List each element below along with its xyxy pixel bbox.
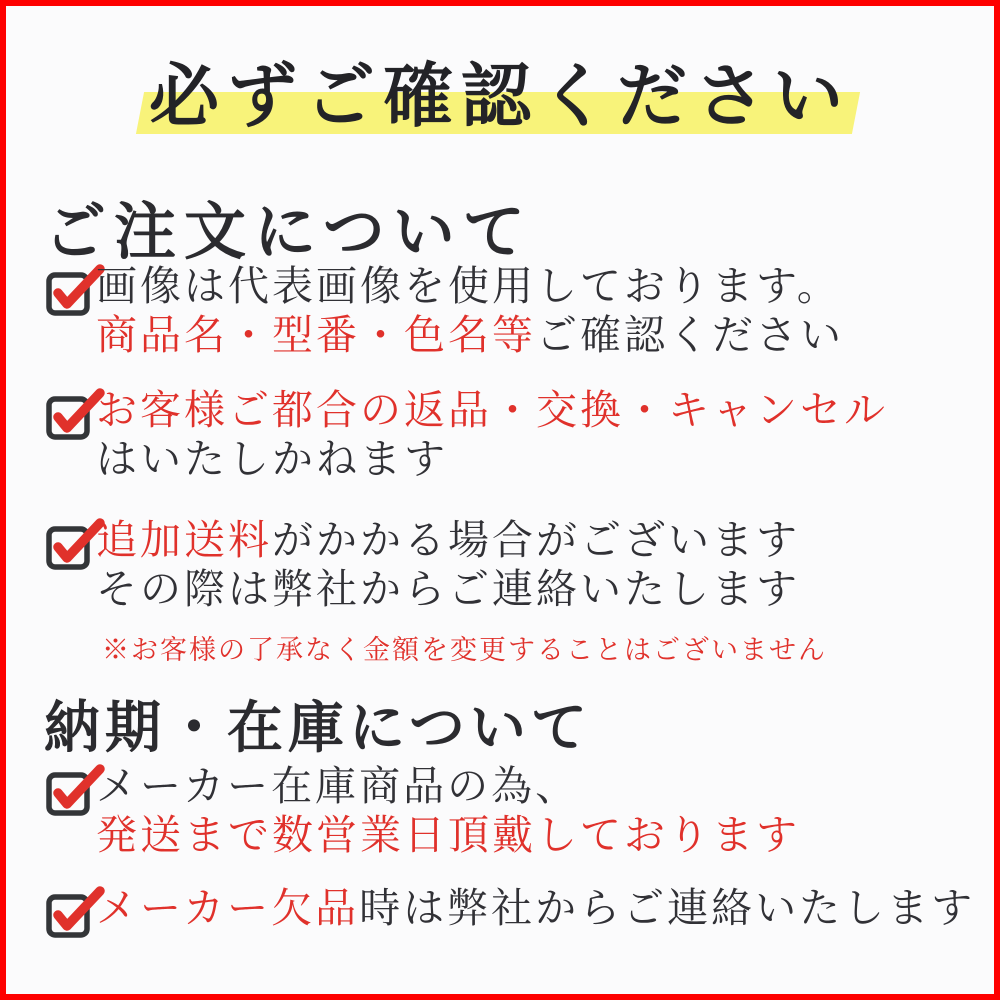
item-leadtime-line1: メーカー在庫商品の為、 [96,762,580,810]
page-title: 必ずご確認ください [149,54,851,137]
item-leadtime-line2-red: 発送まで数営業日頂戴しております [96,811,800,859]
notice-item-image [96,262,844,360]
item-image-line1: 画像は代表画像を使用しております。 [96,262,841,310]
item-outofstock-line1-rest: 時は弊社からご連絡いたします [359,884,976,932]
item-shipping-line1-rest: がかかる場合がございます [272,516,800,564]
title-block [0,0,1000,160]
item-returns-line1-red: お客様ご都合の返品・交換・キャンセル [96,386,888,434]
item-image-line2-rest: ご確認ください [536,311,844,359]
shipping-note: ※お客様の了承なく金額を変更することはございません [102,635,827,666]
item-shipping-line2: その際は弊社からご連絡いたします [96,565,800,613]
item-shipping-line1-red: 追加送料 [96,516,272,564]
notice-item-outofstock [96,884,975,933]
notice-item-returns [96,386,888,484]
notice-item-shipping [96,516,800,614]
item-outofstock-line1-red: メーカー欠品 [96,884,360,932]
item-image-line2-red: 商品名・型番・色名等 [96,311,536,359]
notice-item-leadtime [96,762,800,860]
section-heading-stock: 納期・在庫について [44,695,592,761]
item-returns-line2: はいたしかねます [96,435,448,483]
section-heading-orders: ご注文について [44,195,533,268]
